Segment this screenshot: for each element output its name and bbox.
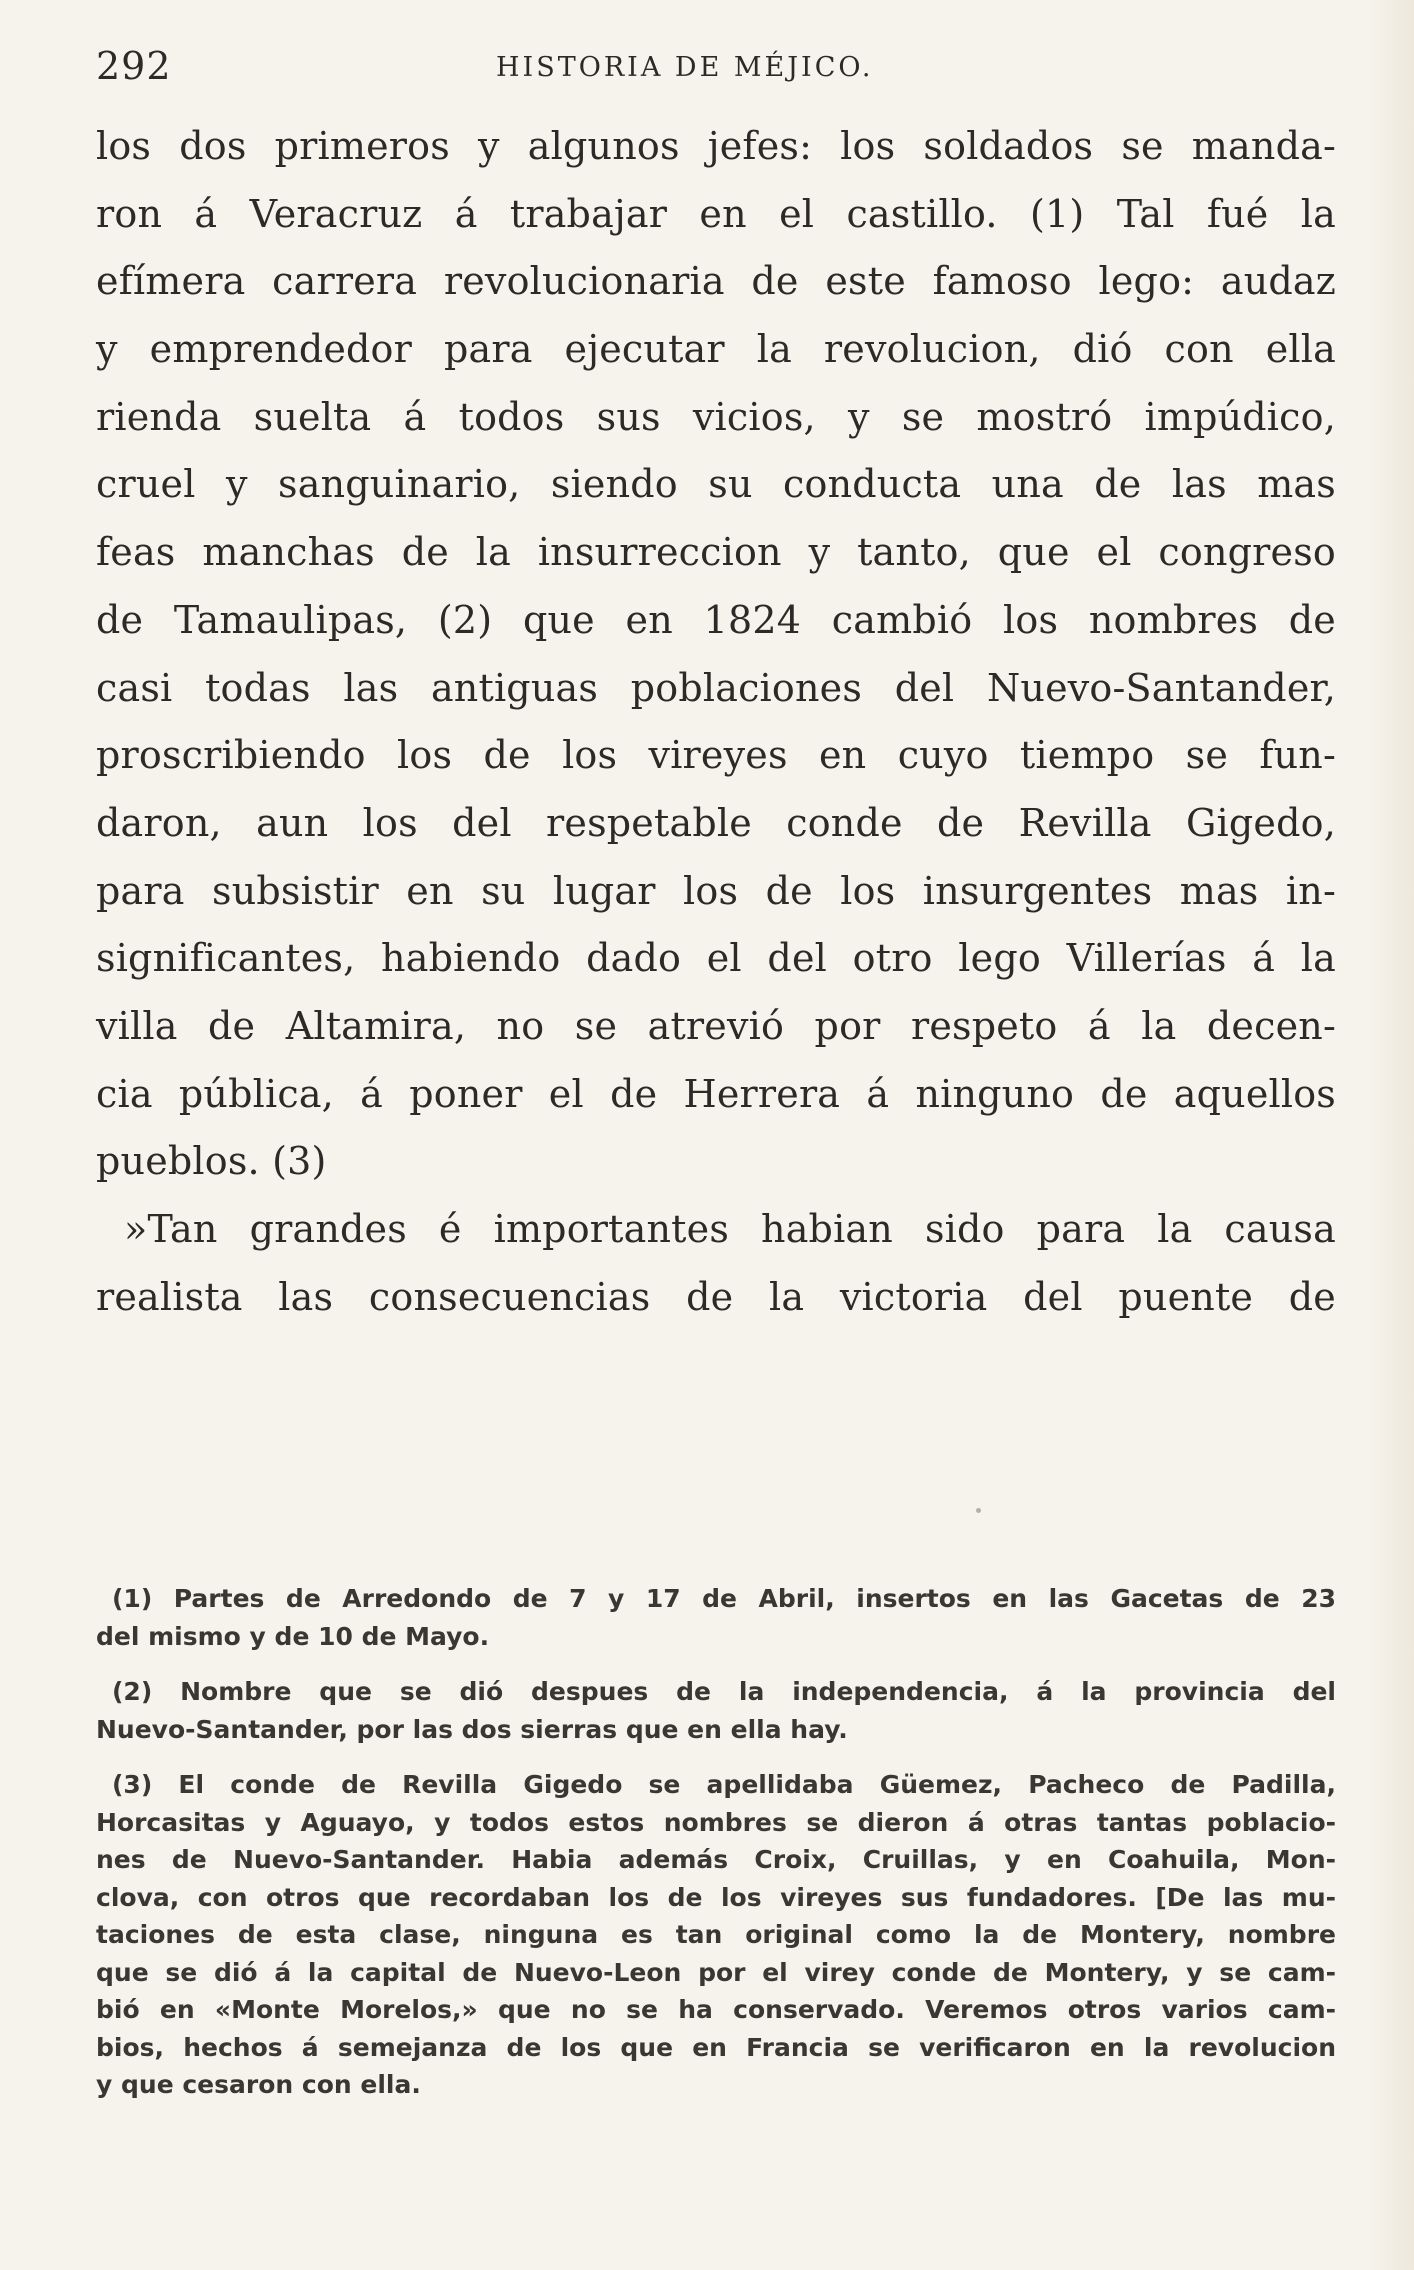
footnote-line: (1) Partes de Arredondo de 7 y 17 de Abril, insertos en las Gacetas de 23	[112, 1584, 1336, 1613]
footnote-line: (3) El conde de Revilla Gigedo se apellidaba Güemez, Pacheco de Padilla,	[112, 1770, 1336, 1799]
footnote-line: Nuevo-Santander, por las dos sierras que en ella hay.	[96, 1714, 848, 1744]
text-line: proscribiendo los de los vireyes en cuyo tiempo se fun-	[96, 733, 1336, 778]
text-line: y emprendedor para ejecutar la revolucion, dió con ella	[96, 327, 1336, 372]
text-line: los dos primeros y algunos jefes: los soldados se manda-	[96, 124, 1336, 168]
text-line: pueblos. (3)	[96, 1139, 327, 1184]
footnote-separator-mark	[976, 1508, 981, 1513]
text-line: realista las consecuencias de la victoria del puente de	[96, 1274, 1336, 1319]
footnote-line: del mismo y de 10 de Mayo.	[96, 1621, 490, 1651]
footnote-line: (2) Nombre que se dió despues de la independencia, á la provincia del	[112, 1677, 1336, 1706]
text-line: efímera carrera revolucionaria de este famoso lego: audaz	[96, 259, 1336, 304]
text-line: cia pública, á poner el de Herrera á ninguno de aquellos	[96, 1071, 1336, 1116]
footnote-line: que se dió á la capital de Nuevo-Leon por el virey conde de Montery, y se cam-	[96, 1957, 1336, 1987]
page-header	[96, 44, 1336, 94]
text-line: cruel y sanguinario, siendo su conducta una de las mas	[96, 462, 1336, 507]
footnote-line: nes de Nuevo-Santander. Habia además Croix, Cruillas, y en Coahuila, Mon-	[96, 1845, 1336, 1874]
footnote-line: taciones de esta clase, ninguna es tan original como la de Montery, nombre	[96, 1920, 1336, 1949]
footnote-line: clova, con otros que recordaban los de los vireyes sus fundadores. [De las mu-	[96, 1882, 1336, 1912]
running-title: HISTORIA DE MÉJICO.	[496, 52, 874, 83]
facing-page-edge	[1368, 0, 1414, 2270]
text-line: para subsistir en su lugar los de los insurgentes mas in-	[96, 868, 1336, 913]
text-line: feas manchas de la insurreccion y tanto, que el congreso	[96, 530, 1336, 575]
footnote-2	[96, 1673, 1336, 1748]
page-number: 292	[96, 44, 172, 88]
text-line: »Tan grandes é importantes habian sido para la causa	[124, 1207, 1336, 1251]
footnote-line: bió en «Monte Morelos,» que no se ha conservado. Veremos otros varios cam-	[96, 1995, 1336, 2024]
footnotes	[96, 1580, 1336, 2104]
text-line: ron á Veracruz á trabajar en el castillo. (1) Tal fué la	[96, 191, 1336, 236]
text-line: de Tamaulipas, (2) que en 1824 cambió los nombres de	[96, 597, 1336, 642]
text-line: rienda suelta á todos sus vicios, y se mostró impúdico,	[96, 394, 1336, 439]
footnote-line: Horcasitas y Aguayo, y todos estos nombres se dieron á otras tantas poblacio-	[96, 1807, 1336, 1837]
footnote-line: y que cesaron con ella.	[96, 2070, 421, 2099]
text-line: daron, aun los del respetable conde de Revilla Gigedo,	[96, 800, 1336, 845]
text-line: significantes, habiendo dado el del otro lego Villerías á la	[96, 936, 1336, 981]
text-line: villa de Altamira, no se atrevió por respeto á la decen-	[96, 1003, 1336, 1048]
main-text	[96, 113, 1336, 1331]
footnote-3	[96, 1766, 1336, 2104]
footnote-line: bios, hechos á semejanza de los que en Francia se verificaron en la revolucion	[96, 2032, 1336, 2062]
footnote-1	[96, 1580, 1336, 1655]
text-line: casi todas las antiguas poblaciones del Nuevo-Santander,	[96, 665, 1336, 710]
